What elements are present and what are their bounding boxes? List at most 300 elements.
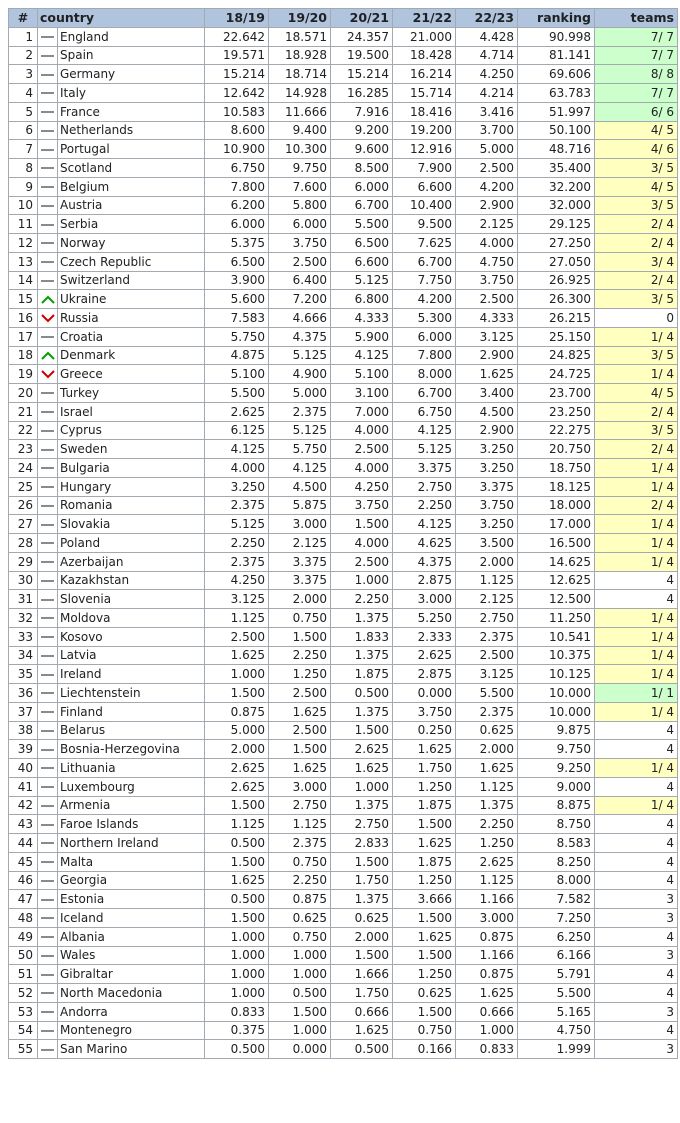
season-18-19-cell: 2.625 (205, 777, 269, 796)
season-19-20-cell: 3.000 (269, 777, 331, 796)
season-18-19-cell: 2.250 (205, 534, 269, 553)
unchanged-dash-icon (41, 149, 54, 151)
season-19-20-cell: 5.750 (269, 440, 331, 459)
ranking-cell: 18.750 (518, 459, 595, 478)
season-20-21-cell: 7.000 (331, 402, 393, 421)
ranking-cell: 10.000 (518, 702, 595, 721)
teams-cell: 1/ 4 (595, 759, 678, 778)
teams-cell: 1/ 4 (595, 627, 678, 646)
unchanged-dash-icon (41, 111, 54, 113)
trend-cell (38, 834, 58, 853)
season-20-21-cell: 1.375 (331, 890, 393, 909)
season-19-20-cell: 1.125 (269, 815, 331, 834)
season-19-20-cell: 2.500 (269, 684, 331, 703)
season-20-21-cell: 1.375 (331, 646, 393, 665)
country-name-cell: San Marino (58, 1040, 205, 1059)
season-18-19-cell: 1.000 (205, 965, 269, 984)
season-18-19-cell: 0.875 (205, 702, 269, 721)
unchanged-dash-icon (41, 692, 54, 694)
season-20-21-cell: 0.500 (331, 1040, 393, 1059)
teams-cell: 1/ 4 (595, 477, 678, 496)
season-18-19-cell: 2.375 (205, 496, 269, 515)
season-22-23-cell: 1.250 (456, 834, 518, 853)
season-19-20-cell: 1.500 (269, 1002, 331, 1021)
unchanged-dash-icon (41, 430, 54, 432)
country-name-cell: Northern Ireland (58, 834, 205, 853)
header-ranking[interactable]: ranking (518, 9, 595, 28)
trend-cell (38, 740, 58, 759)
unchanged-dash-icon (41, 861, 54, 863)
season-18-19-cell: 8.600 (205, 121, 269, 140)
season-18-19-cell: 1.500 (205, 852, 269, 871)
season-19-20-cell: 6.400 (269, 271, 331, 290)
unchanged-dash-icon (41, 805, 54, 807)
unchanged-dash-icon (41, 655, 54, 657)
rank-number-cell: 39 (9, 740, 38, 759)
trend-cell (38, 309, 58, 328)
ranking-cell: 10.000 (518, 684, 595, 703)
season-21-22-cell: 9.500 (393, 215, 456, 234)
season-20-21-cell: 6.600 (331, 252, 393, 271)
ranking-cell: 90.998 (518, 27, 595, 46)
ranking-cell: 17.000 (518, 515, 595, 534)
rank-number-cell: 38 (9, 721, 38, 740)
rank-number-cell: 49 (9, 927, 38, 946)
season-19-20-cell: 0.625 (269, 909, 331, 928)
table-row (9, 721, 678, 740)
table-row (9, 327, 678, 346)
table-row (9, 496, 678, 515)
season-22-23-cell: 0.833 (456, 1040, 518, 1059)
trend-cell (38, 534, 58, 553)
season-18-19-cell: 5.500 (205, 384, 269, 403)
ranking-cell: 5.165 (518, 1002, 595, 1021)
trend-cell (38, 777, 58, 796)
teams-cell: 4/ 6 (595, 140, 678, 159)
table-row (9, 627, 678, 646)
season-20-21-cell: 1.625 (331, 1021, 393, 1040)
season-19-20-cell: 0.750 (269, 609, 331, 628)
season-22-23-cell: 3.125 (456, 665, 518, 684)
table-row (9, 571, 678, 590)
table-row (9, 665, 678, 684)
ranking-cell: 8.250 (518, 852, 595, 871)
country-name-cell: Azerbaijan (58, 552, 205, 571)
season-18-19-cell: 1.000 (205, 984, 269, 1003)
season-22-23-cell: 0.875 (456, 965, 518, 984)
season-18-19-cell: 1.625 (205, 871, 269, 890)
rank-number-cell: 21 (9, 402, 38, 421)
season-21-22-cell: 1.750 (393, 759, 456, 778)
season-18-19-cell: 2.375 (205, 552, 269, 571)
trend-cell (38, 646, 58, 665)
country-name-cell: Romania (58, 496, 205, 515)
table-row (9, 815, 678, 834)
trend-cell (38, 665, 58, 684)
season-18-19-cell: 7.583 (205, 309, 269, 328)
season-19-20-cell: 2.375 (269, 834, 331, 853)
trend-cell (38, 627, 58, 646)
trend-cell (38, 927, 58, 946)
unchanged-dash-icon (41, 205, 54, 207)
season-19-20-cell: 18.571 (269, 27, 331, 46)
unchanged-dash-icon (41, 280, 54, 282)
ranking-cell: 5.500 (518, 984, 595, 1003)
ranking-cell: 20.750 (518, 440, 595, 459)
country-name-cell: Albania (58, 927, 205, 946)
season-22-23-cell: 0.666 (456, 1002, 518, 1021)
season-18-19-cell: 4.000 (205, 459, 269, 478)
season-22-23-cell: 4.250 (456, 65, 518, 84)
header-season-22-23[interactable]: 22/23 (456, 9, 518, 28)
season-21-22-cell: 0.166 (393, 1040, 456, 1059)
season-20-21-cell: 1.500 (331, 852, 393, 871)
rank-number-cell: 42 (9, 796, 38, 815)
season-22-23-cell: 1.125 (456, 571, 518, 590)
unchanged-dash-icon (41, 36, 54, 38)
teams-cell: 3/ 4 (595, 252, 678, 271)
season-22-23-cell: 2.375 (456, 627, 518, 646)
season-19-20-cell: 2.250 (269, 871, 331, 890)
season-18-19-cell: 2.000 (205, 740, 269, 759)
trend-cell (38, 196, 58, 215)
season-18-19-cell: 5.750 (205, 327, 269, 346)
season-19-20-cell: 4.666 (269, 309, 331, 328)
season-18-19-cell: 1.625 (205, 646, 269, 665)
teams-cell: 7/ 7 (595, 84, 678, 103)
season-21-22-cell: 6.600 (393, 177, 456, 196)
season-22-23-cell: 2.900 (456, 196, 518, 215)
season-21-22-cell: 1.625 (393, 927, 456, 946)
table-row (9, 177, 678, 196)
trend-cell (38, 140, 58, 159)
season-20-21-cell: 1.750 (331, 984, 393, 1003)
country-name-cell: Montenegro (58, 1021, 205, 1040)
ranking-cell: 18.125 (518, 477, 595, 496)
season-21-22-cell: 15.714 (393, 84, 456, 103)
table-row (9, 27, 678, 46)
trend-cell (38, 252, 58, 271)
country-name-cell: Bulgaria (58, 459, 205, 478)
teams-cell: 1/ 4 (595, 609, 678, 628)
teams-cell: 1/ 4 (595, 327, 678, 346)
table-row (9, 965, 678, 984)
country-name-cell: France (58, 102, 205, 121)
season-20-21-cell: 5.100 (331, 365, 393, 384)
season-21-22-cell: 8.000 (393, 365, 456, 384)
season-21-22-cell: 1.875 (393, 796, 456, 815)
unchanged-dash-icon (41, 599, 54, 601)
ranking-cell: 9.875 (518, 721, 595, 740)
season-19-20-cell: 9.400 (269, 121, 331, 140)
season-20-21-cell: 19.500 (331, 46, 393, 65)
season-19-20-cell: 1.500 (269, 627, 331, 646)
season-22-23-cell: 1.375 (456, 796, 518, 815)
season-18-19-cell: 0.833 (205, 1002, 269, 1021)
table-row (9, 290, 678, 309)
season-22-23-cell: 2.500 (456, 159, 518, 178)
season-22-23-cell: 1.625 (456, 984, 518, 1003)
table-row (9, 871, 678, 890)
ranking-cell: 16.500 (518, 534, 595, 553)
country-name-cell: Lithuania (58, 759, 205, 778)
teams-cell: 4 (595, 1021, 678, 1040)
ranking-cell: 25.150 (518, 327, 595, 346)
country-name-cell: Hungary (58, 477, 205, 496)
unchanged-dash-icon (41, 92, 54, 94)
header-season-21-22[interactable]: 21/22 (393, 9, 456, 28)
season-22-23-cell: 2.750 (456, 609, 518, 628)
ranking-cell: 8.750 (518, 815, 595, 834)
ranking-cell: 12.625 (518, 571, 595, 590)
season-18-19-cell: 19.571 (205, 46, 269, 65)
ranking-cell: 12.500 (518, 590, 595, 609)
trend-cell (38, 327, 58, 346)
season-19-20-cell: 2.375 (269, 402, 331, 421)
header-season-20-21[interactable]: 20/21 (331, 9, 393, 28)
header-season-18-19[interactable]: 18/19 (205, 9, 269, 28)
table-body (9, 27, 678, 1058)
season-20-21-cell: 8.500 (331, 159, 393, 178)
season-21-22-cell: 21.000 (393, 27, 456, 46)
trend-cell (38, 121, 58, 140)
teams-cell: 2/ 4 (595, 496, 678, 515)
header-teams[interactable]: teams (595, 9, 678, 28)
season-18-19-cell: 3.250 (205, 477, 269, 496)
rank-number-cell: 16 (9, 309, 38, 328)
rank-number-cell: 15 (9, 290, 38, 309)
header-season-19-20[interactable]: 19/20 (269, 9, 331, 28)
season-20-21-cell: 1.750 (331, 871, 393, 890)
season-18-19-cell: 6.000 (205, 215, 269, 234)
rank-number-cell: 36 (9, 684, 38, 703)
rank-number-cell: 55 (9, 1040, 38, 1059)
ranking-cell: 24.825 (518, 346, 595, 365)
trend-cell (38, 271, 58, 290)
season-19-20-cell: 5.875 (269, 496, 331, 515)
table-row (9, 46, 678, 65)
trend-cell (38, 215, 58, 234)
season-18-19-cell: 15.214 (205, 65, 269, 84)
season-21-22-cell: 6.000 (393, 327, 456, 346)
rank-number-cell: 2 (9, 46, 38, 65)
trend-cell (38, 684, 58, 703)
unchanged-dash-icon (41, 261, 54, 263)
teams-cell: 1/ 4 (595, 552, 678, 571)
season-20-21-cell: 1.875 (331, 665, 393, 684)
rank-number-cell: 48 (9, 909, 38, 928)
ranking-cell: 8.875 (518, 796, 595, 815)
teams-cell: 3/ 5 (595, 159, 678, 178)
season-20-21-cell: 6.700 (331, 196, 393, 215)
table-row (9, 684, 678, 703)
season-21-22-cell: 0.750 (393, 1021, 456, 1040)
season-22-23-cell: 3.750 (456, 271, 518, 290)
season-18-19-cell: 5.375 (205, 234, 269, 253)
rank-number-cell: 25 (9, 477, 38, 496)
season-21-22-cell: 1.625 (393, 740, 456, 759)
teams-cell: 3/ 5 (595, 346, 678, 365)
rank-number-cell: 7 (9, 140, 38, 159)
unchanged-dash-icon (41, 505, 54, 507)
teams-cell: 7/ 7 (595, 27, 678, 46)
season-21-22-cell: 0.250 (393, 721, 456, 740)
rank-number-cell: 9 (9, 177, 38, 196)
season-19-20-cell: 7.200 (269, 290, 331, 309)
trend-cell (38, 496, 58, 515)
unchanged-dash-icon (41, 74, 54, 76)
country-name-cell: Greece (58, 365, 205, 384)
season-20-21-cell: 1.833 (331, 627, 393, 646)
season-18-19-cell: 4.250 (205, 571, 269, 590)
season-21-22-cell: 2.250 (393, 496, 456, 515)
season-22-23-cell: 5.000 (456, 140, 518, 159)
teams-cell: 8/ 8 (595, 65, 678, 84)
trend-cell (38, 796, 58, 815)
trend-cell (38, 759, 58, 778)
season-18-19-cell: 6.500 (205, 252, 269, 271)
ranking-cell: 26.215 (518, 309, 595, 328)
trend-cell (38, 890, 58, 909)
season-22-23-cell: 3.250 (456, 459, 518, 478)
rank-number-cell: 47 (9, 890, 38, 909)
country-name-cell: Wales (58, 946, 205, 965)
ranking-cell: 23.250 (518, 402, 595, 421)
season-22-23-cell: 2.125 (456, 215, 518, 234)
unchanged-dash-icon (41, 824, 54, 826)
season-21-22-cell: 5.250 (393, 609, 456, 628)
season-19-20-cell: 10.300 (269, 140, 331, 159)
teams-cell: 4/ 5 (595, 177, 678, 196)
season-18-19-cell: 2.625 (205, 759, 269, 778)
table-row (9, 440, 678, 459)
table-row (9, 946, 678, 965)
rank-number-cell: 40 (9, 759, 38, 778)
season-20-21-cell: 5.900 (331, 327, 393, 346)
country-name-cell: Turkey (58, 384, 205, 403)
table-header (9, 9, 678, 28)
rank-number-cell: 20 (9, 384, 38, 403)
rank-number-cell: 34 (9, 646, 38, 665)
rank-number-cell: 33 (9, 627, 38, 646)
rank-number-cell: 45 (9, 852, 38, 871)
season-20-21-cell: 4.000 (331, 459, 393, 478)
table-row (9, 609, 678, 628)
trend-cell (38, 84, 58, 103)
season-22-23-cell: 2.000 (456, 552, 518, 571)
table-row (9, 834, 678, 853)
season-20-21-cell: 1.375 (331, 796, 393, 815)
rank-number-cell: 19 (9, 365, 38, 384)
season-21-22-cell: 1.500 (393, 909, 456, 928)
rank-number-cell: 14 (9, 271, 38, 290)
table-row (9, 552, 678, 571)
ranking-cell: 26.300 (518, 290, 595, 309)
rank-number-cell: 17 (9, 327, 38, 346)
season-21-22-cell: 19.200 (393, 121, 456, 140)
teams-cell: 3/ 5 (595, 196, 678, 215)
unchanged-dash-icon (41, 524, 54, 526)
season-20-21-cell: 1.000 (331, 777, 393, 796)
country-name-cell: Portugal (58, 140, 205, 159)
trend-cell (38, 946, 58, 965)
season-21-22-cell: 4.625 (393, 534, 456, 553)
country-name-cell: Moldova (58, 609, 205, 628)
rank-number-cell: 13 (9, 252, 38, 271)
trend-cell (38, 1002, 58, 1021)
season-22-23-cell: 4.200 (456, 177, 518, 196)
teams-cell: 4 (595, 721, 678, 740)
unchanged-dash-icon (41, 580, 54, 582)
country-name-cell: Italy (58, 84, 205, 103)
season-21-22-cell: 2.750 (393, 477, 456, 496)
ranking-cell: 63.783 (518, 84, 595, 103)
teams-cell: 4 (595, 871, 678, 890)
trend-cell (38, 459, 58, 478)
table-row (9, 759, 678, 778)
trend-cell (38, 721, 58, 740)
season-18-19-cell: 6.750 (205, 159, 269, 178)
rank-number-cell: 4 (9, 84, 38, 103)
trend-cell (38, 815, 58, 834)
season-18-19-cell: 1.000 (205, 946, 269, 965)
unchanged-dash-icon (41, 974, 54, 976)
trend-cell (38, 515, 58, 534)
ranking-cell: 27.250 (518, 234, 595, 253)
season-21-22-cell: 7.750 (393, 271, 456, 290)
country-name-cell: Cyprus (58, 421, 205, 440)
unchanged-dash-icon (41, 1030, 54, 1032)
unchanged-dash-icon (41, 674, 54, 676)
season-21-22-cell: 0.625 (393, 984, 456, 1003)
season-22-23-cell: 2.500 (456, 646, 518, 665)
season-22-23-cell: 1.166 (456, 890, 518, 909)
country-name-cell: Georgia (58, 871, 205, 890)
season-21-22-cell: 1.500 (393, 946, 456, 965)
rank-number-cell: 8 (9, 159, 38, 178)
season-20-21-cell: 4.250 (331, 477, 393, 496)
rank-number-cell: 44 (9, 834, 38, 853)
country-name-cell: Scotland (58, 159, 205, 178)
country-name-cell: Czech Republic (58, 252, 205, 271)
season-18-19-cell: 10.583 (205, 102, 269, 121)
trend-cell (38, 346, 58, 365)
country-name-cell: Malta (58, 852, 205, 871)
ranking-cell: 9.750 (518, 740, 595, 759)
season-20-21-cell: 9.600 (331, 140, 393, 159)
unchanged-dash-icon (41, 561, 54, 563)
table-row (9, 365, 678, 384)
season-18-19-cell: 1.500 (205, 909, 269, 928)
rank-number-cell: 5 (9, 102, 38, 121)
trend-cell (38, 46, 58, 65)
season-19-20-cell: 6.000 (269, 215, 331, 234)
unchanged-dash-icon (41, 336, 54, 338)
season-20-21-cell: 3.750 (331, 496, 393, 515)
ranking-cell: 50.100 (518, 121, 595, 140)
unchanged-dash-icon (41, 617, 54, 619)
trend-cell (38, 965, 58, 984)
teams-cell: 1/ 4 (595, 515, 678, 534)
trend-cell (38, 909, 58, 928)
season-18-19-cell: 6.125 (205, 421, 269, 440)
header-country[interactable]: country (38, 9, 205, 28)
header-rank-number[interactable]: # (9, 9, 38, 28)
teams-cell: 4 (595, 965, 678, 984)
trend-cell (38, 27, 58, 46)
rank-number-cell: 41 (9, 777, 38, 796)
season-20-21-cell: 2.750 (331, 815, 393, 834)
